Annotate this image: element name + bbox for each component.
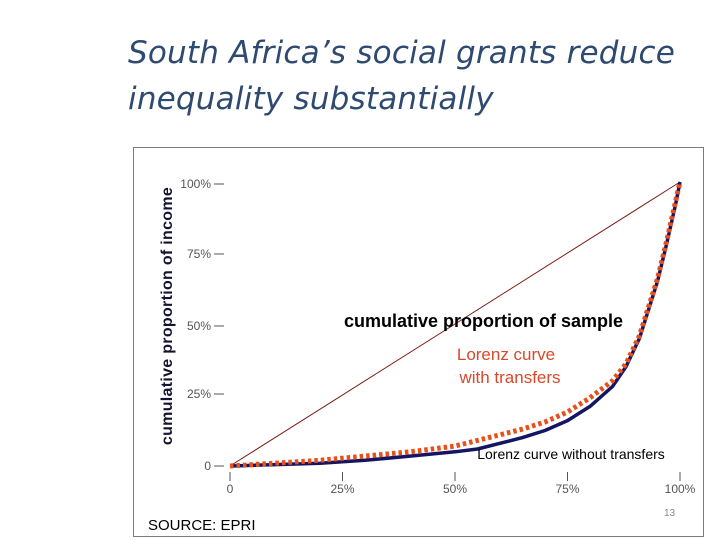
source-note: SOURCE: EPRI [148,517,256,534]
y-tick-label: 75% [186,247,211,261]
x-tick-label: 50% [442,482,468,496]
title-line-2: inequality substantially [128,81,494,117]
y-axis-label: cumulative proportion of income [159,186,176,446]
y-tick-label: 25% [186,387,211,401]
x-tick-label: 100% [664,482,696,496]
x-tick-label: 25% [330,482,355,496]
title-line-1: South Africa’s social grants reduce [128,35,676,71]
x-tick-label: 75% [555,482,580,496]
annotation-with-transfers-line-2: with transfers [459,368,561,387]
y-tick-label: 50% [186,319,211,333]
y-tick-label: 0 [204,459,211,473]
y-tick-label: 100% [180,177,211,191]
x-axis-label: cumulative proportion of sample [344,311,624,331]
x-tick-label: 0 [226,482,234,496]
annotation-with-transfers-line-1: Lorenz curve [456,345,556,364]
annotation-without-transfers: Lorenz curve without transfers [477,446,665,462]
slide-number: 13 [664,508,676,519]
